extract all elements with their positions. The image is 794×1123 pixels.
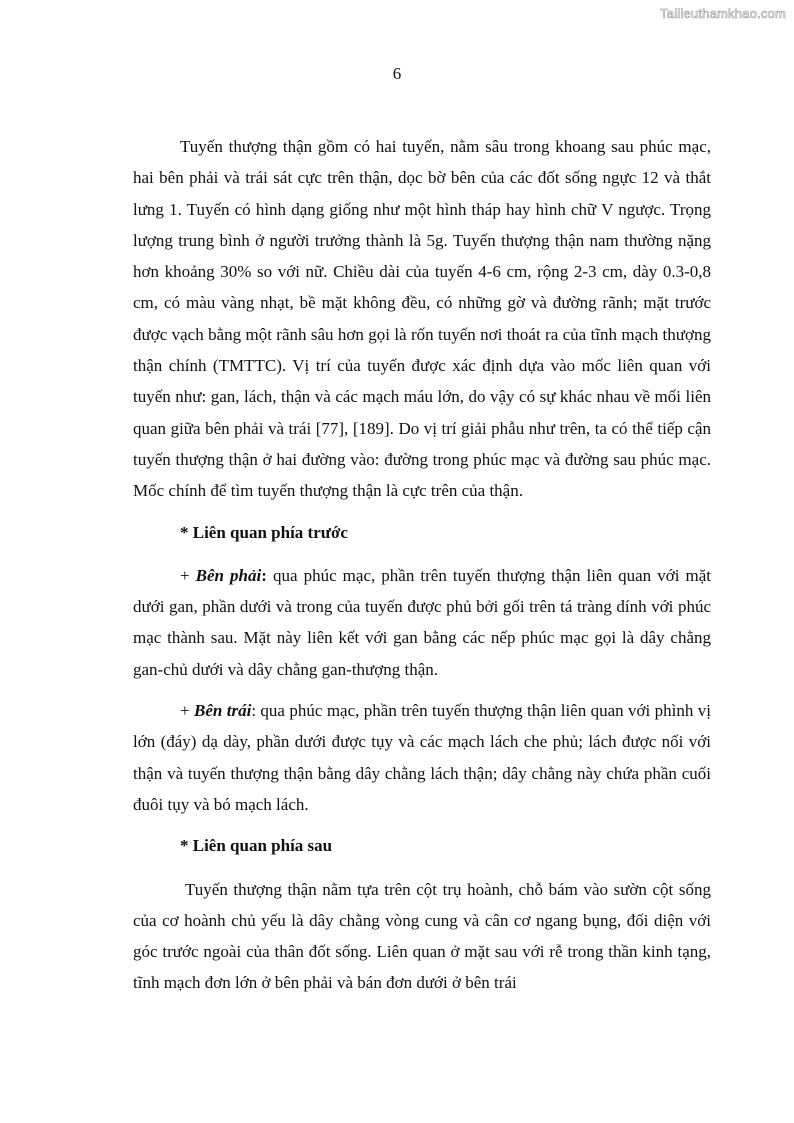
- right-side-text: qua phúc mạc, phần trên tuyến thượng thận liên quan với mặt dưới gan, phần dưới và trong của tuyến được phủ bởi gối trên tá tràng dính với phúc mạc thành sau. Mặt này liên kết với gan bằng các nếp phúc mạc gọi là dây chằng gan-chủ dưới và dây chằng gan-thượng thận.: [133, 565, 711, 679]
- paragraph-left-side: [133, 695, 711, 820]
- document-body: [133, 131, 711, 1009]
- watermark-text: Tailieuthamkhao.com: [660, 6, 786, 21]
- right-side-prefix: +: [180, 565, 196, 585]
- paragraph-right-side: [133, 560, 711, 685]
- paragraph-back-relations: Tuyến thượng thận nằm tựa trên cột trụ hoành, chỗ bám vào sườn cột sống của cơ hoành chủ yếu là dây chằng vòng cung và cân cơ ngang bụng, đối diện với góc trước ngoài của thân đốt sống. Liên quan ở mặt sau với rễ trong thần kinh tạng, tĩnh mạch đơn lớn ở bên phải và bán đơn dưới ở bên trái: [133, 879, 711, 993]
- paragraph-intro: Tuyến thượng thận gồm có hai tuyến, nằm sâu trong khoang sau phúc mạc, hai bên phải và trái sát cực trên thận, dọc bờ bên của các đốt sống ngực 12 và thắt lưng 1. Tuyến có hình dạng giống như một hình tháp hay hình chữ V ngược. Trọng lượng trung bình ở người trưởng thành là 5g. Tuyến thượng thận nam thường nặng hơn khoảng 30% so với nữ. Chiều dài của tuyến 4-6 cm, rộng 2-3 cm, dày 0.3-0,8 cm, có màu vàng nhạt, bề mặt không đều, có những gờ và đường rãnh; mặt trước được vạch bằng một rãnh sâu hơn gọi là rốn tuyến nơi thoát ra của tĩnh mạch thượng thận chính (TMTTC). Vị trí của tuyến được xác định dựa vào mốc liên quan với tuyến như: gan, lách, thận và các mạch máu lớn, do vậy có sự khác nhau về mối liên quan giữa bên phải và trái [77], [189]. Do vị trí giải phẫu như trên, ta có thể tiếp cận tuyến thượng thận ở hai đường vào: đường trong phúc mạc và đường sau phúc mạc. Mốc chính để tìm tuyến thượng thận là cực trên của thận.: [133, 137, 711, 501]
- heading-front-relations: * Liên quan phía trước: [180, 522, 348, 542]
- right-side-colon: :: [261, 565, 267, 585]
- left-side-label: Bên trái: [194, 701, 252, 721]
- left-side-text: : qua phúc mạc, phần trên tuyến thượng thận liên quan với phình vị lớn (đáy) dạ dày, phần dưới được tụy và các mạch lách che phủ; lách được nối với thận và tuyến thượng thận bằng dây chằng lách thận; dây chằng này chứa phần cuối đuôi tụy và bó mạch lách.: [133, 701, 712, 814]
- right-side-label: Bên phải: [195, 565, 262, 585]
- page-number: 6: [392, 64, 402, 83]
- heading-back-relations: * Liên quan phía sau: [180, 836, 333, 856]
- left-side-prefix: +: [180, 701, 194, 721]
